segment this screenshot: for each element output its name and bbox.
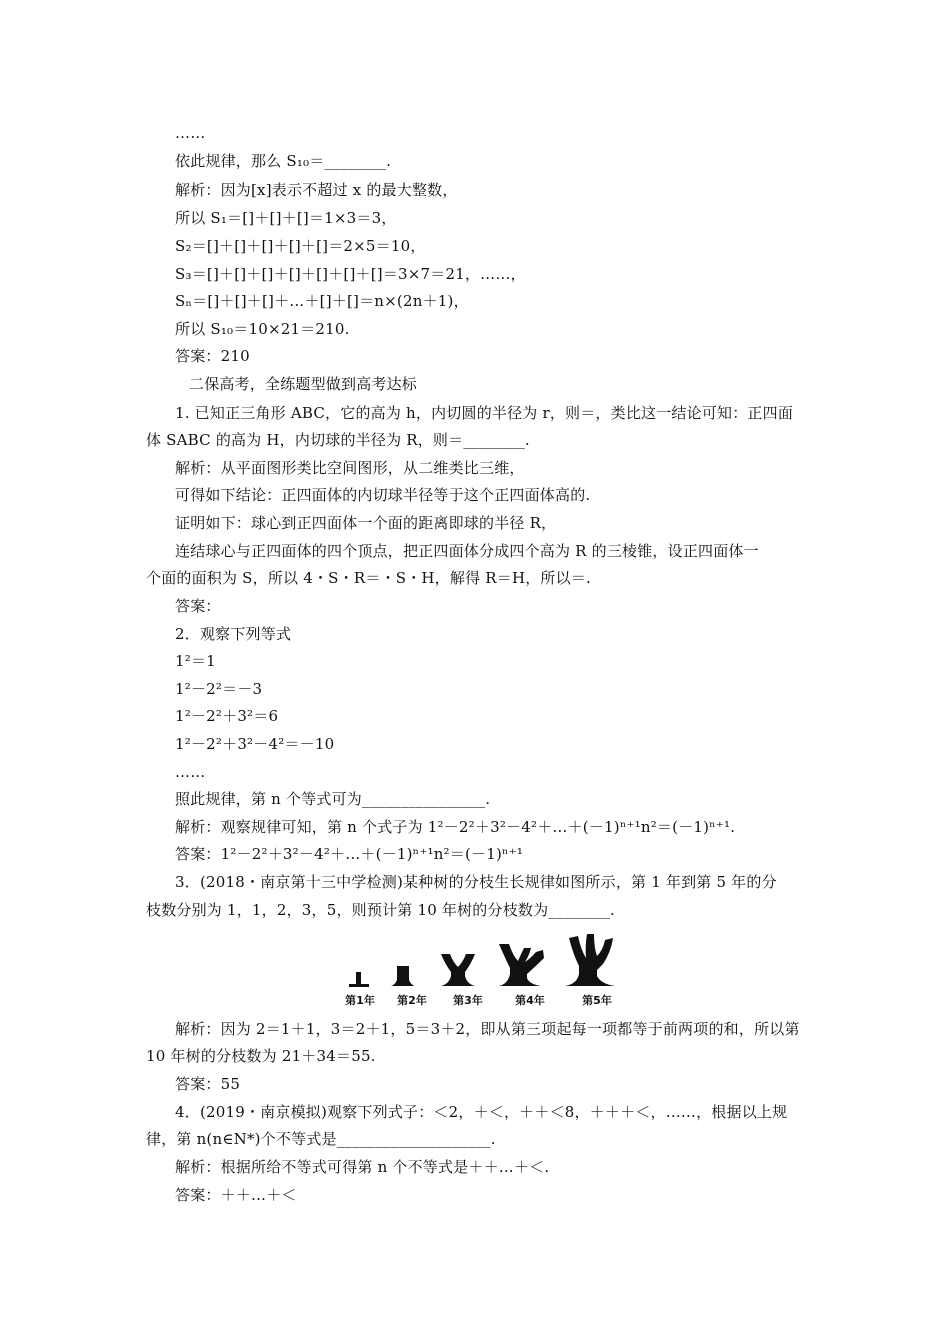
text-line: 答案：55: [175, 1075, 241, 1093]
tree-year-2: [391, 966, 415, 986]
text-line: 解析：因为 2＝1＋1，3＝2＋1，5＝3＋2，即从第三项起每一项都等于前两项的和，所以第: [175, 1020, 800, 1038]
text-line: 4．(2019・南京模拟)观察下列式子：＜2，＋＜，＋＋＜8，＋＋＋＜，……，根据以上规: [175, 1103, 788, 1121]
text-line: S₂＝[]＋[]＋[]＋[]＋[]＝2×5＝10，: [175, 237, 426, 255]
text-line: 2．观察下列等式: [175, 625, 292, 643]
text-line: 3．(2018・南京第十三中学检测)某种树的分枝生长规律如图所示，第 1 年到第 5 年的分: [175, 873, 777, 891]
text-line: 依此规律，那么 S₁₀＝________.: [175, 152, 392, 170]
text-line: 照此规律，第 n 个等式可为________________.: [175, 790, 491, 808]
text-line: 所以 S₁₀＝10×21＝210.: [175, 320, 350, 338]
text-line: ……: [175, 124, 206, 142]
text-line: 证明如下：球心到正四面体一个面的距离即球的半径 R，: [175, 514, 557, 532]
text-line: S₃＝[]＋[]＋[]＋[]＋[]＋[]＋[]＝3×7＝21，……，: [175, 265, 526, 283]
caption-year-4: 第4年: [515, 994, 545, 1007]
tree-year-3: [441, 954, 475, 986]
tree-year-5: [565, 934, 615, 986]
caption-year-2: 第2年: [397, 994, 427, 1007]
text-line: 答案：＋＋…＋＜: [175, 1186, 297, 1204]
text-line: 解析：观察规律可知，第 n 个式子为 1²－2²＋3²－4²＋…＋(－1)ⁿ⁺¹n²＝(－1)ⁿ⁺¹.: [175, 818, 736, 836]
text-line: 答案：210: [175, 347, 250, 365]
text-line: 律，第 n(n∈N*)个不等式是____________________.: [146, 1130, 496, 1148]
text-line: 体 SABC 的高为 H，内切球的半径为 R，则＝________.: [146, 431, 530, 449]
text-line: 可得如下结论：正四面体的内切球半径等于这个正四面体高的.: [175, 486, 591, 504]
tree-year-4: [499, 944, 544, 986]
text-line: 答案：1²－2²＋3²－4²＋…＋(－1)ⁿ⁺¹n²＝(－1)ⁿ⁺¹: [175, 845, 524, 863]
text-line: 所以 S₁＝[]＋[]＋[]＝1×3＝3，: [175, 209, 397, 227]
text-line: Sₙ＝[]＋[]＋[]＋…＋[]＋[]＝n×(2n＋1)，: [175, 292, 469, 310]
text-line: 1²－2²＋3²－4²＝－10: [175, 735, 335, 753]
text-line: 解析：因为[x]表示不超过 x 的最大整数，: [175, 181, 458, 199]
tree-year-1: [356, 972, 361, 986]
text-line: 1. 已知正三角形 ABC，它的高为 h，内切圆的半径为 r，则＝，类比这一结论可知：正四面: [175, 404, 794, 422]
text-line: 解析：根据所给不等式可得第 n 个不等式是＋＋…＋＜.: [175, 1158, 550, 1176]
caption-year-1: 第1年: [345, 994, 375, 1007]
text-line: 枝数分别为 1，1，2，3，5，则预计第 10 年树的分枝数为________.: [146, 901, 615, 919]
text-line: 1²＝1: [175, 652, 216, 670]
section-heading: 二保高考，全练题型做到高考达标: [189, 375, 418, 393]
text-line: 答案：: [175, 597, 221, 615]
text-line: 个面的面积为 S，所以 4・S・R＝・S・H，解得 R＝H，所以＝.: [146, 569, 591, 587]
text-line: 10 年树的分枝数为 21＋34＝55.: [146, 1047, 376, 1065]
tree-growth-figure: [335, 928, 655, 1010]
text-line: 1²－2²＝－3: [175, 680, 263, 698]
caption-year-3: 第3年: [453, 994, 483, 1007]
text-line: 解析：从平面图形类比空间图形，从二维类比三维，: [175, 459, 525, 477]
text-line: 连结球心与正四面体的四个顶点，把正四面体分成四个高为 R 的三棱锥，设正四面体一: [175, 542, 759, 560]
caption-year-5: 第5年: [582, 994, 612, 1007]
tree-illustration: [335, 928, 655, 1010]
text-line: 1²－2²＋3²＝6: [175, 707, 279, 725]
text-line: ……: [175, 763, 206, 781]
